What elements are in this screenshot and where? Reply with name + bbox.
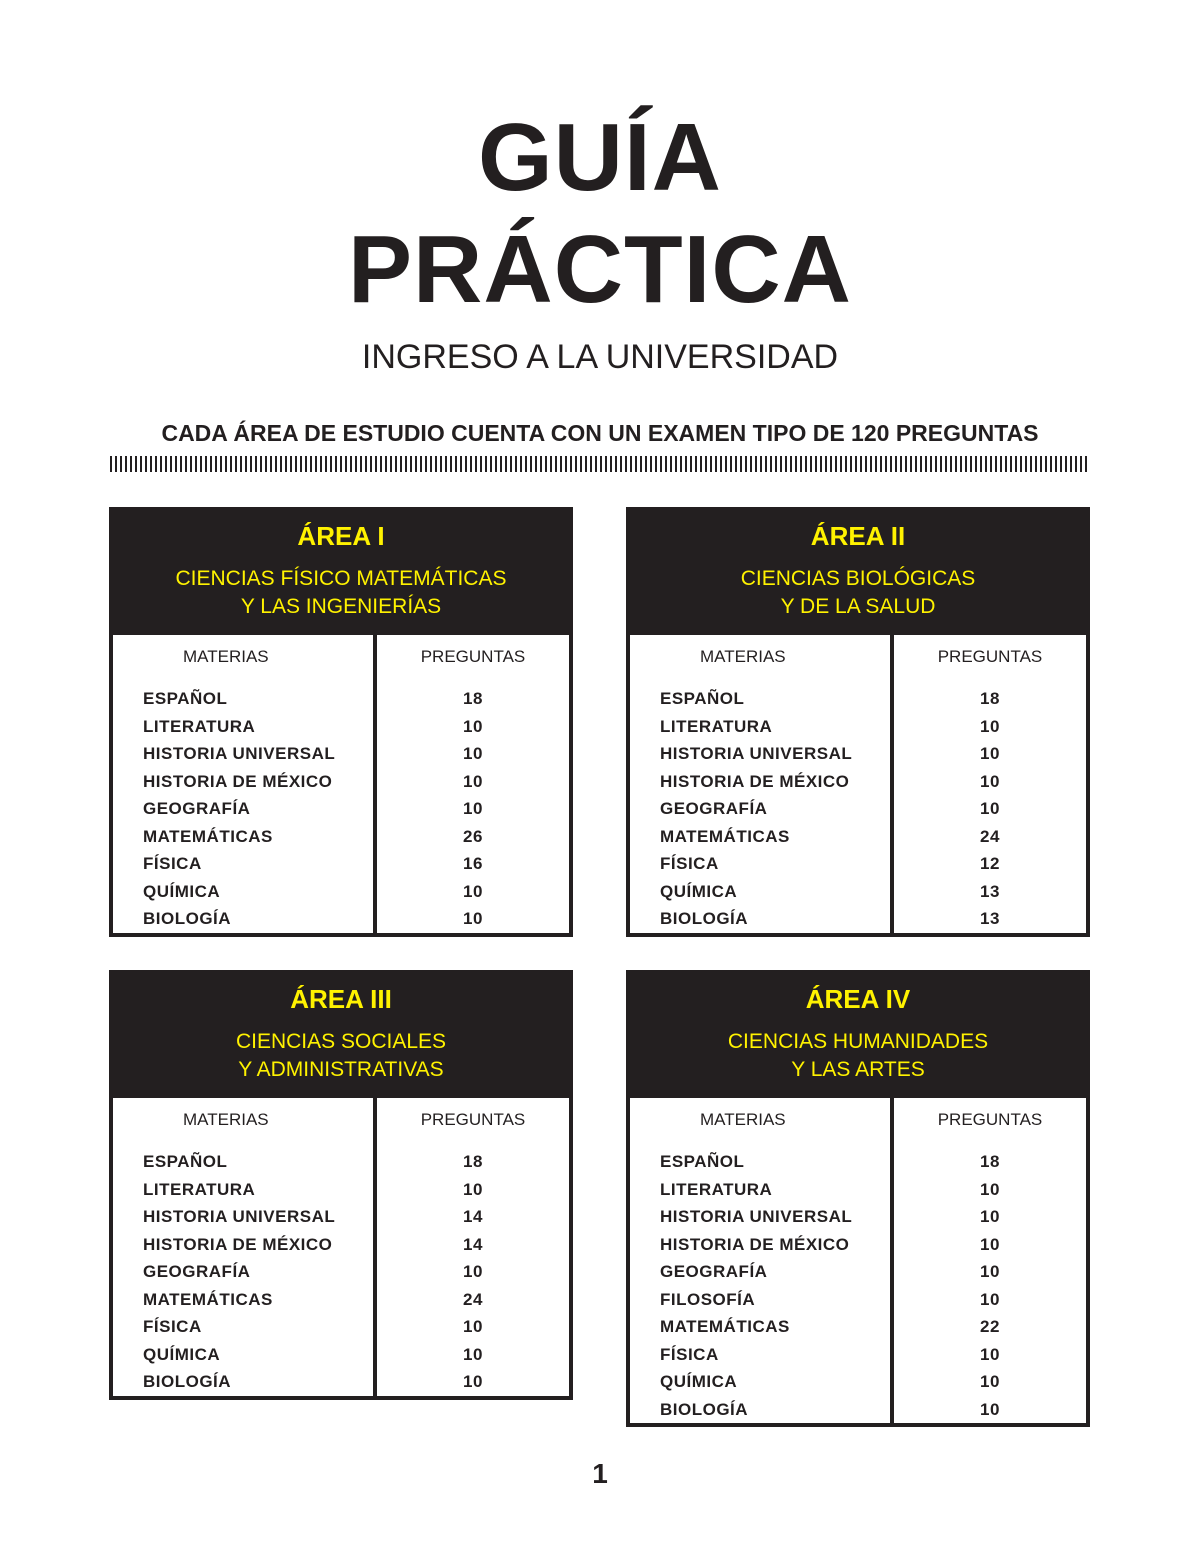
materias-header: MATERIAS <box>700 647 786 666</box>
materia-cell: QUÍMICA <box>143 881 221 901</box>
materias-list <box>113 685 373 933</box>
subtitle: INGRESO A LA UNIVERSIDAD <box>361 338 839 376</box>
materia-cell: GEOGRAFÍA <box>660 1262 768 1281</box>
preguntas-cell: 10 <box>463 799 483 818</box>
preguntas-cell: 18 <box>980 1152 1000 1171</box>
area-description <box>109 1028 573 1084</box>
preguntas-cell: 13 <box>980 909 1000 928</box>
materia-cell: HISTORIA UNIVERSAL <box>143 744 336 763</box>
materias-list <box>630 1148 890 1423</box>
preguntas-cell: 10 <box>980 799 1000 818</box>
area-header <box>626 507 1090 635</box>
materia-cell: ESPAÑOL <box>143 689 228 708</box>
materia-cell: MATEMÁTICAS <box>143 826 273 846</box>
materias-list <box>630 685 890 933</box>
preguntas-cell: 10 <box>463 1372 483 1391</box>
materia-cell: FÍSICA <box>143 854 202 873</box>
materia-cell: BIOLOGÍA <box>143 1372 232 1391</box>
materia-cell: HISTORIA DE MÉXICO <box>660 1234 850 1254</box>
area-description-line-1: CIENCIAS FÍSICO MATEMÁTICAS <box>175 567 507 590</box>
materia-cell: BIOLOGÍA <box>660 909 749 928</box>
materias-header: MATERIAS <box>183 1110 269 1129</box>
area-description-line-2: Y LAS INGENIERÍAS <box>240 595 442 618</box>
preguntas-cell: 18 <box>980 689 1000 708</box>
preguntas-cell: 10 <box>463 1179 483 1199</box>
preguntas-cell: 24 <box>980 826 1000 846</box>
materia-cell: HISTORIA UNIVERSAL <box>143 1207 336 1226</box>
area-header <box>109 507 573 635</box>
materia-cell: FÍSICA <box>143 1317 202 1336</box>
materia-cell: ESPAÑOL <box>660 689 745 708</box>
preguntas-cell: 10 <box>463 744 483 763</box>
area-description-line-1: CIENCIAS HUMANIDADES <box>727 1030 989 1053</box>
preguntas-cell: 13 <box>980 881 1000 901</box>
preguntas-header: PREGUNTAS <box>420 1110 526 1129</box>
materia-cell: BIOLOGÍA <box>660 1399 749 1419</box>
preguntas-column <box>377 635 569 933</box>
materia-cell: QUÍMICA <box>660 881 738 901</box>
materia-cell: ESPAÑOL <box>660 1152 745 1171</box>
area-card-1 <box>109 507 573 937</box>
materia-cell: GEOGRAFÍA <box>143 799 251 818</box>
preguntas-cell: 18 <box>463 1152 483 1171</box>
preguntas-cell: 10 <box>463 881 483 901</box>
preguntas-list <box>894 1148 1086 1423</box>
exam-notice: CADA ÁREA DE ESTUDIO CUENTA CON UN EXAMEN TIPO DE 120 PREGUNTAS <box>161 420 1039 446</box>
materia-cell: HISTORIA UNIVERSAL <box>660 744 853 763</box>
area-name: ÁREA IV <box>805 984 911 1014</box>
preguntas-list <box>377 685 569 933</box>
materias-column <box>630 635 894 933</box>
materia-cell: LITERATURA <box>143 1179 256 1199</box>
preguntas-column <box>377 1098 569 1396</box>
materias-column <box>113 1098 377 1396</box>
preguntas-cell: 16 <box>463 854 483 873</box>
materia-cell: MATEMÁTICAS <box>660 826 790 846</box>
area-description-line-2: Y ADMINISTRATIVAS <box>238 1058 444 1081</box>
preguntas-cell: 18 <box>463 689 483 708</box>
preguntas-cell: 10 <box>980 1207 1000 1226</box>
materias-column <box>113 635 377 933</box>
area-name: ÁREA II <box>810 521 906 551</box>
materia-cell: HISTORIA DE MÉXICO <box>143 1234 333 1254</box>
materia-cell: LITERATURA <box>660 716 773 736</box>
preguntas-cell: 10 <box>463 716 483 736</box>
materia-cell: FÍSICA <box>660 854 719 873</box>
preguntas-cell: 22 <box>980 1317 1000 1336</box>
subjects-table <box>630 1098 1086 1423</box>
area-header <box>626 970 1090 1098</box>
preguntas-cell: 10 <box>980 1344 1000 1364</box>
preguntas-cell: 10 <box>980 1234 1000 1254</box>
preguntas-cell: 14 <box>463 1207 483 1226</box>
materia-cell: GEOGRAFÍA <box>143 1262 251 1281</box>
area-description <box>626 1028 1090 1084</box>
subjects-table <box>113 635 569 933</box>
materia-cell: BIOLOGÍA <box>143 909 232 928</box>
title-line-1: GUÍA <box>478 104 722 211</box>
materia-cell: FILOSOFÍA <box>660 1289 756 1309</box>
preguntas-header: PREGUNTAS <box>937 1110 1043 1129</box>
materia-cell: QUÍMICA <box>660 1372 738 1391</box>
title-line-2: PRÁCTICA <box>348 216 852 323</box>
materias-header: MATERIAS <box>183 647 269 666</box>
preguntas-list <box>894 685 1086 933</box>
preguntas-header: PREGUNTAS <box>937 647 1043 666</box>
preguntas-cell: 10 <box>463 771 483 791</box>
preguntas-header: PREGUNTAS <box>420 647 526 666</box>
preguntas-cell: 10 <box>980 771 1000 791</box>
preguntas-cell: 14 <box>463 1234 483 1254</box>
area-description-line-1: CIENCIAS BIOLÓGICAS <box>740 567 976 590</box>
materia-cell: HISTORIA UNIVERSAL <box>660 1207 853 1226</box>
materia-cell: MATEMÁTICAS <box>660 1317 790 1336</box>
preguntas-column <box>894 1098 1086 1423</box>
area-name: ÁREA I <box>297 521 385 551</box>
preguntas-cell: 10 <box>980 716 1000 736</box>
materia-cell: LITERATURA <box>143 716 256 736</box>
area-description-line-2: Y DE LA SALUD <box>780 595 936 618</box>
area-header <box>109 970 573 1098</box>
materia-cell: QUÍMICA <box>143 1344 221 1364</box>
subjects-table <box>630 635 1086 933</box>
preguntas-cell: 24 <box>463 1289 483 1309</box>
materia-cell: ESPAÑOL <box>143 1152 228 1171</box>
preguntas-cell: 10 <box>980 1399 1000 1419</box>
materias-list <box>113 1148 373 1396</box>
area-name: ÁREA III <box>290 984 392 1014</box>
preguntas-cell: 10 <box>463 1317 483 1336</box>
area-card-4 <box>626 970 1090 1427</box>
materia-cell: GEOGRAFÍA <box>660 799 768 818</box>
materias-column <box>630 1098 894 1423</box>
page-number: 1 <box>592 1458 608 1489</box>
preguntas-list <box>377 1148 569 1396</box>
materia-cell: LITERATURA <box>660 1179 773 1199</box>
area-description <box>109 565 573 621</box>
materias-header: MATERIAS <box>700 1110 786 1129</box>
preguntas-cell: 26 <box>463 826 483 846</box>
preguntas-cell: 10 <box>463 909 483 928</box>
area-card-2 <box>626 507 1090 937</box>
preguntas-column <box>894 635 1086 933</box>
preguntas-cell: 10 <box>980 744 1000 763</box>
materia-cell: HISTORIA DE MÉXICO <box>660 771 850 791</box>
barcode-divider <box>110 456 1090 472</box>
area-description <box>626 565 1090 621</box>
area-card-3 <box>109 970 573 1400</box>
preguntas-cell: 12 <box>980 854 1000 873</box>
materia-cell: HISTORIA DE MÉXICO <box>143 771 333 791</box>
preguntas-cell: 10 <box>980 1289 1000 1309</box>
subjects-table <box>113 1098 569 1396</box>
area-description-line-1: CIENCIAS SOCIALES <box>235 1030 447 1053</box>
preguntas-cell: 10 <box>463 1262 483 1281</box>
preguntas-cell: 10 <box>463 1344 483 1364</box>
preguntas-cell: 10 <box>980 1179 1000 1199</box>
preguntas-cell: 10 <box>980 1372 1000 1391</box>
materia-cell: FÍSICA <box>660 1344 719 1364</box>
materia-cell: MATEMÁTICAS <box>143 1289 273 1309</box>
preguntas-cell: 10 <box>980 1262 1000 1281</box>
area-description-line-2: Y LAS ARTES <box>791 1058 925 1081</box>
